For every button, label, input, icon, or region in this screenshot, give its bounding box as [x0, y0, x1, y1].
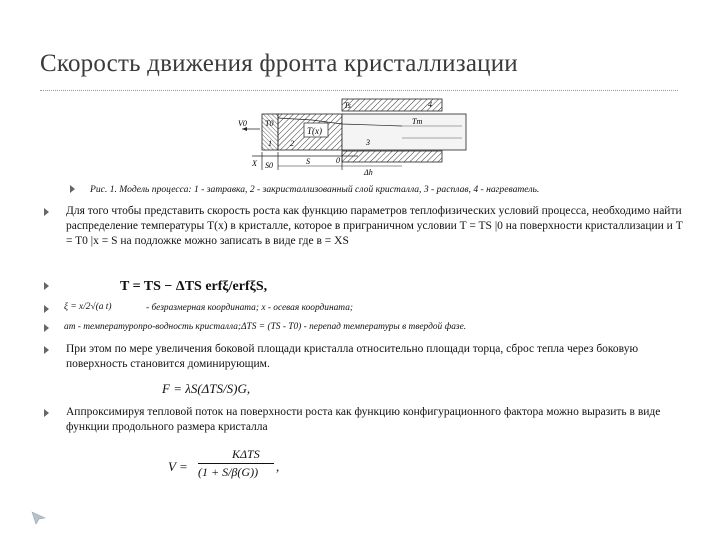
bullet-def1 [44, 305, 49, 313]
label-s0: S0 [265, 161, 273, 170]
label-zero: 0 [336, 156, 340, 165]
melt-region [342, 114, 466, 150]
paragraph-temperature-distribution: Для того чтобы представить скорость роста как функцию параметров теплофизических условий процесса, необходимо найти распределение температуры T(x) в кристалле, которое в приграничном условии T = TS |0 на поверхности кристаллизации и T = T0 |x = S на подложке можно записать в виде где в = XS [66, 205, 683, 247]
process-model-figure [232, 96, 472, 178]
formula-heat-flux: F = λS(ΔTS/S)G, [162, 381, 251, 396]
paragraph-side-heat-loss: При этом по мере увеличения боковой площади кристалла относительно площади торца, сброс тепла через боковую поверхность становится доминирующим. [66, 343, 639, 370]
bullet-para1 [44, 208, 49, 216]
def-xi-symbol: ξ = x/2√(a t) [64, 302, 112, 312]
label-ts: Ts [344, 101, 351, 110]
label-x: X [252, 159, 257, 168]
label-4: 4 [428, 100, 432, 109]
def-thermal-diffusivity: aт - температуропро-водность кристалла;ΔTS = (TS - T0) - перепад температуры в твердой фазе. [64, 322, 467, 332]
formula-velocity-lhs: V = [168, 459, 188, 474]
label-dh: Δh [364, 168, 373, 177]
figure-caption: Рис. 1. Модель процесса: 1 - затравка, 2 - закристаллизованный слой кристалла, 3 - расплав, 4 - нагреватель. [90, 184, 540, 195]
bullet-para2 [44, 346, 49, 354]
formula-velocity-numerator: KΔTS [232, 447, 260, 461]
label-2: 2 [290, 139, 294, 148]
slide-title: Скорость движения фронта кристаллизации [40, 50, 518, 77]
title-divider [40, 90, 678, 91]
formula-temperature: T = TS − ΔTS erfξ/erfξS, [120, 279, 268, 294]
formula-velocity-denominator: (1 + S/β(G)) [198, 465, 259, 479]
def-xi-text: - безразмерная координата; x - осевая координата; [146, 303, 353, 313]
formula-velocity-tail: , [276, 459, 280, 474]
formula-velocity-fraction-bar [198, 463, 274, 464]
heater-top [342, 99, 442, 111]
label-s: S [306, 157, 310, 166]
label-tx: T(x) [307, 126, 322, 136]
bullet-caption [70, 185, 75, 193]
label-v0: V0 [238, 119, 247, 128]
label-tm: Tm [412, 117, 423, 126]
bullet-def2 [44, 324, 49, 332]
heater-bottom [342, 151, 442, 162]
label-3: 3 [366, 138, 370, 147]
bullet-formula1 [44, 282, 49, 290]
label-t0: T0 [265, 119, 274, 128]
slide-nav-arrow-icon[interactable] [30, 510, 48, 526]
label-1: 1 [268, 139, 272, 148]
bullet-para3 [44, 409, 49, 417]
paragraph-approximation: Аппроксимируя тепловой поток на поверхности роста как функцию конфигурационного фактора можно выразить в виде функции продольного размера кристалла [66, 406, 661, 433]
